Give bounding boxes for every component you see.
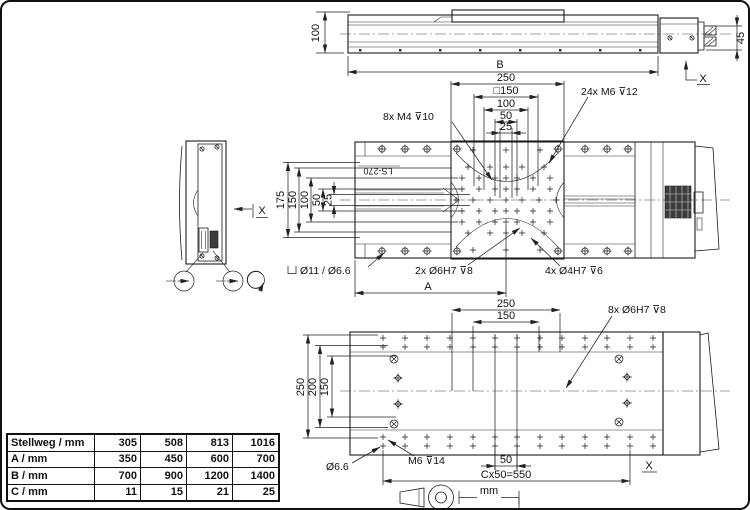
label-dowel-6h7: 2x Ø6H7 ⊽8: [415, 265, 473, 277]
table-row: [7, 468, 279, 485]
cell: 11: [95, 484, 141, 501]
cell: 813: [187, 434, 233, 451]
dim-200-bottom-left: 200: [307, 377, 319, 397]
end-view: [166, 141, 268, 291]
cell: 700: [233, 451, 280, 468]
label-m6-holes: 24x M6 ⊽12: [581, 86, 638, 98]
label-counterbore: Ø11 / Ø6.6: [300, 265, 351, 277]
dim-sq150: □150: [493, 85, 519, 97]
row-label: C / mm: [7, 484, 95, 501]
dim-cx50: Cx50=550: [480, 469, 532, 481]
cell: 900: [141, 468, 187, 485]
label-m6-depth14: M6 ⊽14: [408, 455, 445, 467]
bottom-plan-dims: [295, 335, 657, 485]
label-dowel-4h7: 4x Ø4H7 ⊽6: [545, 265, 603, 277]
side-view: [340, 10, 732, 53]
label-8x-dowel: 8x Ø6H7 ⊽8: [608, 304, 666, 316]
dim-B: B: [496, 59, 504, 71]
product-label: LS-270: [363, 166, 393, 176]
dim-175: 175: [275, 190, 287, 210]
dim-50: 50: [499, 110, 513, 122]
cell: 600: [187, 451, 233, 468]
dim-50-left: 50: [311, 193, 323, 207]
cell: 508: [141, 434, 187, 451]
view-arrow-x-label: X: [699, 73, 707, 85]
dim-25-left: 25: [322, 193, 335, 207]
table-row: [7, 484, 279, 501]
table-row: [7, 434, 279, 451]
dim-45: 45: [735, 31, 747, 45]
row-label: A / mm: [7, 451, 95, 468]
label-m4-holes: 8x M4 ⊽10: [383, 111, 434, 123]
label-d6-6: Ø6.6: [326, 461, 349, 473]
side-view-dims: [310, 12, 747, 85]
cell: 350: [95, 451, 141, 468]
dim-250-bottom-left: 250: [295, 377, 307, 397]
top-plan-dims: [275, 72, 638, 297]
dim-150-bottom-top: 150: [496, 310, 516, 322]
dim-250-bottom-top: 250: [496, 298, 516, 310]
cell: 700: [95, 468, 141, 485]
dim-100: 100: [496, 98, 516, 110]
counterbore-icon: [288, 266, 296, 274]
cell: 25: [233, 484, 280, 501]
side-view-bolts: [359, 49, 641, 51]
dim-50-bottom: 50: [499, 454, 513, 466]
unit-label: mm: [479, 485, 499, 497]
cell: 15: [141, 484, 187, 501]
bottom-x-label: X: [645, 460, 653, 472]
bottom-plan-view: [340, 332, 730, 455]
cell: 1400: [233, 468, 280, 485]
cell: 21: [187, 484, 233, 501]
top-plan-view: [340, 141, 730, 259]
dim-100-left: 100: [299, 190, 311, 210]
projection-circles-icon: [429, 485, 454, 508]
cell: 450: [141, 451, 187, 468]
cell: 1200: [187, 468, 233, 485]
row-label: Stellweg / mm: [7, 434, 95, 451]
table-row: [7, 451, 279, 468]
dim-150-left: 150: [287, 190, 299, 210]
projection-symbol: [400, 485, 519, 508]
spec-table: [6, 433, 280, 502]
row-label: B / mm: [7, 468, 95, 485]
dim-height-100: 100: [310, 23, 322, 43]
cell: 1016: [233, 434, 280, 451]
bottom-plan-dims-top: [452, 298, 666, 470]
dim-250: 250: [496, 72, 516, 84]
dim-25: 25: [499, 121, 513, 133]
cone-icon: [400, 488, 424, 507]
dim-A: A: [424, 281, 432, 293]
dim-150-bottom-left: 150: [319, 377, 331, 397]
cell: 305: [95, 434, 141, 451]
end-view-x-label: X: [258, 205, 266, 217]
